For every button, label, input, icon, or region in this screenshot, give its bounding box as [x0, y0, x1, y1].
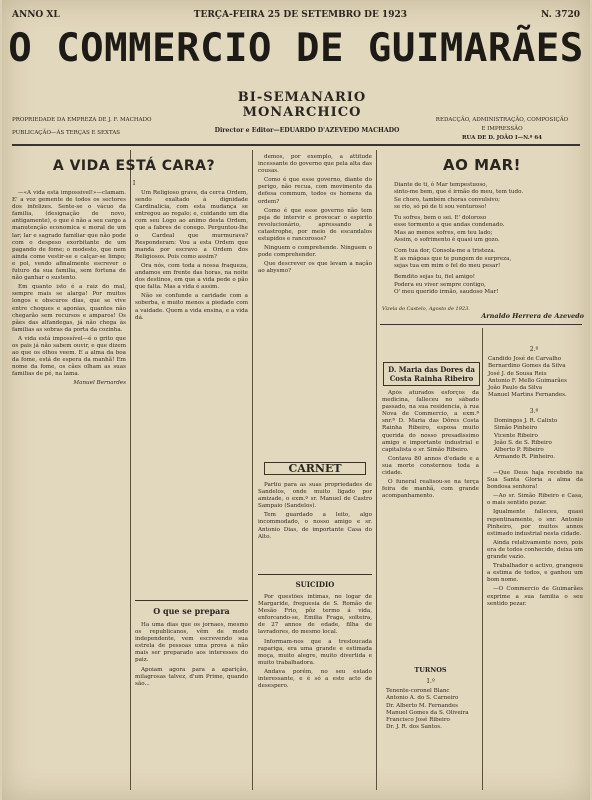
turnos-title: TURNOS [414, 666, 447, 674]
text-line: Antonio F. Mello Guimarães [488, 377, 567, 384]
text-line: José J. de Sousa Reis [488, 370, 547, 377]
paragraph: —«A vida está impossivel!»—clamam. E' a voz gemente de todos os sectores dos infelizes. Sente-se o vácuo da familia, (designação de novo, antigamente), o que é não a seu cargo a manutenção economica e moral de um lar; lar e sagrado familiar que não pode com o despeso exorbitante de um pagando de fome; o modesto, que nem ainda come vestir-se e calçar-se limpo; e pol, vendo afinalmente escrever o futuro da sua familia, sem fortuna de não ganhar o sustento. [12, 190, 126, 282]
text-line: Manuel Gomes da S. Oliveira [386, 709, 469, 716]
carnet-text [258, 482, 372, 570]
column-separator [376, 150, 377, 790]
article-column-5 [487, 470, 583, 788]
paragraph: Não se confunde a caridade com a soberba, e muito menos a piedade com a vaidade. Quem a vida ensina, e a vida dá. [135, 293, 248, 321]
text-line: Mas ao menos sofres, em teu lado; [394, 229, 493, 236]
section-title-prepara: O que se prepara [153, 606, 230, 616]
text-line: Tu sofres, bem o sei. E' doloroso [394, 215, 487, 222]
obituary-text [382, 390, 479, 660]
text-line: Vicente Ribeiro [494, 432, 538, 439]
paragraph: Como é que esse governo não tem peja de intervir e provocar o espirito revolucionário, apressando a catastrophe, por meio de escandalos estupidos e rancorosos? [258, 207, 372, 243]
paragraph: Informam-nos que a tresloucada rapariga, era uma grande e estimada moça, muito alegre, muito divertida e muito trabalhadora. [258, 638, 372, 666]
text-line: Com tua dor, Consola-me a tristeza. [394, 248, 496, 255]
poem-author: Arnaldo Herrera de Azevedo [481, 312, 584, 320]
paragraph: Por questões intimas, no logar de Margaride, freguesia de S. Romão de Mesão Frio, pôz termo á vida, enforcando-se, Emilia Fraga, solteira, de 27 annos de edade, filha de lavradores, do mesmo local. [258, 594, 372, 636]
paragraph: Ha uma dias que os jornaes, mesmo os republicanos, vêm de modo independente, vem escrevendo sua estrela de pessoas uma prova a não mais ser preparado aos interesses do paiz. [135, 622, 248, 664]
section-rule [135, 600, 248, 601]
list-number-3: 3.º [529, 408, 539, 415]
text-line: Dr. Alberto M. Fernandes [386, 702, 459, 709]
text-line: Francisco José Ribeiro [386, 717, 450, 724]
paragraph: —Que Deus haja recebido na Sua Santa Gloria a alma da bondosa senhora! [487, 470, 583, 491]
poem-title: AO MAR! [442, 156, 521, 174]
paragraph: Após aturados esforços da medicina, falleceu no sábado passado, na sua residencia, à rua Nova de Commercio, a exm.ª snr.ª D. Maria das Dôres Costa Rainha Ribeiro, esposa muito querida do nosso presadissimo amigo e importante industrial e capitalista o sr. Simão Ribeiro. [382, 390, 479, 453]
paragraph: Andava porém, no seu estado interessante, e é só a este acto de desespero. [258, 668, 372, 690]
article-signature: Manuel Bernardes [73, 380, 126, 387]
text-line: E as mágoas que te pungem de surpreza, [394, 255, 512, 262]
header-info-row [12, 10, 580, 20]
name-list-2 [488, 356, 584, 400]
right-meta [422, 116, 582, 143]
section-rule [380, 324, 582, 325]
text-line: O' meu querido irmão, saudoso Mar! [394, 288, 499, 295]
masthead-title: O COMMERCIO DE GUIMARÃES [8, 26, 584, 71]
turnos-list [386, 688, 480, 732]
obituary-title-box [383, 362, 480, 386]
text-line: sinto-me bem, que é irmão do meu, tem tudo. [394, 189, 524, 196]
turnos-number: 1.º [426, 678, 435, 685]
section-rule [258, 574, 372, 575]
paragraph: —O Commercio de Guimarães exprime a sua familia o seu sentido pezar. [487, 586, 583, 607]
column-separator [130, 150, 131, 790]
owner-line: PROPRIEDADE DA EMPREZA DE J. F. MACHADO [12, 117, 152, 123]
paragraph: Ora nós, com toda a nossa fraqueza, andamos em frente das horas, na noite dos destinos, em que a vida pede o pão que falta. Mas a vida é assim. [135, 262, 248, 291]
paragraph: Um Religioso grave, da cerca Ordem, sendo exaltado à dignidade Cardinalicia, com esta mudança se entregou ao regalo; e, cuidando um dia com seu Logo ao animo desta Ordem, que a fabres de conego. Perguntou-lhe o Cardeal que murmurava? Responderam: Vou a esta Ordem que manda por escravo a Ordem dos Religiosos. Pois como assim? [135, 190, 248, 260]
text-line: Candido José de Carvalho [488, 356, 562, 362]
poem-body [394, 182, 580, 306]
paragraph: Trabalhador e activo, grangeou a estima de todos, e ganhou um bom nome. [487, 563, 583, 584]
list-number-2: 2.º [529, 346, 539, 353]
printing-line: E IMPRESSÃO [481, 126, 523, 132]
paragraph: Ainda relativamente novo, pois era de todos conhecido, deixa um grande vazio. [487, 539, 583, 561]
masthead-subtitle: BI-SEMANARIO MONARCHICO [237, 90, 367, 120]
director-line: Director e Editor—EDUARDO D'AZEVEDO MACHADO [214, 127, 400, 134]
article-title-vida: A VIDA ESTÁ CARA? [52, 158, 216, 174]
text-line: sejas tua em mim o fel do meu pesar! [394, 262, 501, 269]
text-line: Dr. J. R. dos Santos. [386, 724, 442, 731]
paragraph: O funeral realisou-se na terça feira de manhã, com grande acompanhamento. [382, 479, 479, 500]
text-line: Tenente-coronel Blanc [386, 688, 450, 694]
text-line: Antonio A. do S. Carneiro [386, 695, 459, 702]
text-line: Simão Pinheiro [494, 425, 538, 432]
text-line: se rio, só pó de ti sou venturoso! [394, 203, 487, 210]
text-line: Podera eu viver sempre contigo, [394, 281, 486, 288]
text-line: Armando R. Pinheiro. [494, 454, 556, 461]
paragraph: —Ao sr. Simão Ribeiro e Casa, o mais sentido pezar. [487, 493, 583, 507]
paragraph: Partiu para as suas propriedades de Sandelos, onde muito ligado por amizade, o exm.º sr. Manuel de Castro Sampaio (Sandelos). [258, 482, 372, 510]
paragraph: A vida está impossível—é o grito que os pais já não sabem ouvir, e que dizem ao que os olhos veem. E a alma da boa da fome, está de espera da manhã! Em nome da fome, os cães olham as suas familias de pé, na lama. [12, 335, 126, 378]
suicidio-title: SUICIDIO [295, 580, 335, 589]
article-column-2 [135, 190, 248, 590]
paragraph: Tem guardado a leito, algo incommodado, o nosso amigo e sr. Antonio Dias, de importante Casa do Alto. [258, 512, 372, 540]
newspaper-page [2, 0, 590, 800]
poem-place: Vizela do Castelo, Agosto de 1923. [382, 306, 470, 312]
column-separator [482, 328, 483, 790]
obituary-title-line2: Costa Rainha Ribeiro [389, 374, 474, 383]
text-line: Bemdito sejas tu, fiel amigo! [394, 274, 476, 281]
article-column-1 [12, 190, 126, 788]
suicidio-text [258, 594, 372, 788]
text-line: João S. de S. Ribeiro [494, 439, 552, 446]
left-meta [12, 116, 182, 138]
paragraph: Contava 80 annos d'edade e a sua morte consternou toda a cidade. [382, 455, 479, 477]
year-label: ANNO XL [12, 10, 60, 20]
paragraph: demos, por exemplo, a attitude incessante do governo que pela alta das cousas. [258, 154, 372, 175]
column-separator [252, 150, 253, 790]
text-line: Assim, o sofrimento é quasi um gozo. [394, 237, 500, 244]
text-line: Manuel Martins Fernandes. [488, 392, 567, 399]
paragraph: Ninguem o comprehende. Ninguem o pode comprehender. [258, 245, 372, 259]
article-numeral: I [132, 180, 136, 187]
paragraph: Em quanto isto é a raiz do mal, sempre mais se alarga! Por muitos longos e obscuros dias, que se vive entre choques e agonias, quantos não chegarão sem recursos e amparos! Os pães das alfandegas, já não chega às familias as sobras da porta da cozinha. [12, 284, 126, 333]
paragraph: Igualmente falleceu, quasi repentinamente, o snr. Antonio Pinheiro, por muitos annos estimado industrial nesta cidade. [487, 509, 583, 537]
text-line: Se choro, também choras convulsivo; [394, 196, 500, 203]
header-rule [12, 144, 580, 146]
obituary-title-line1: D. Maria das Dores da [388, 365, 475, 374]
paragraph: Como é que esse governo, diante do perigo, não recua, com movimento da defesa commum, todos os homens da ordem? [258, 177, 372, 205]
publication-line: PUBLICAÇÃO—ÁS TERÇAS E SEXTAS [12, 130, 121, 136]
text-line: Alberto P. Ribeiro [494, 447, 544, 454]
text-line: Domingos J. R. Calixto [494, 418, 558, 424]
text-line: João Paulo da Silva [488, 385, 543, 392]
issue-number: N. 3720 [541, 10, 580, 20]
paragraph: Apoiam agora para a aparição, milagrosas talvez, d'um Prime, quando são... [135, 666, 248, 687]
text-line: Diante de ti, ó Mar tempestuoso, [394, 182, 488, 188]
text-line: esse tormento a que andas condenado. [394, 222, 505, 229]
redaction-line: REDACÇÃO, ADMINISTRAÇÃO, COMPOSIÇÃO [435, 117, 569, 123]
article-column-prepara [135, 622, 248, 788]
date-label: TERÇA-FEIRA 25 DE SETEMBRO DE 1923 [193, 10, 407, 20]
name-list-3 [494, 418, 584, 462]
article-column-3 [258, 154, 372, 454]
address-line: RUA DE D. JOÃO I—N.º 64 [461, 135, 542, 141]
carnet-title: CARNET [264, 462, 366, 475]
text-line: Bernardino Gomes da Silva [488, 363, 566, 370]
paragraph: Que descrever os que levam a nação ao abysmo? [258, 261, 372, 275]
